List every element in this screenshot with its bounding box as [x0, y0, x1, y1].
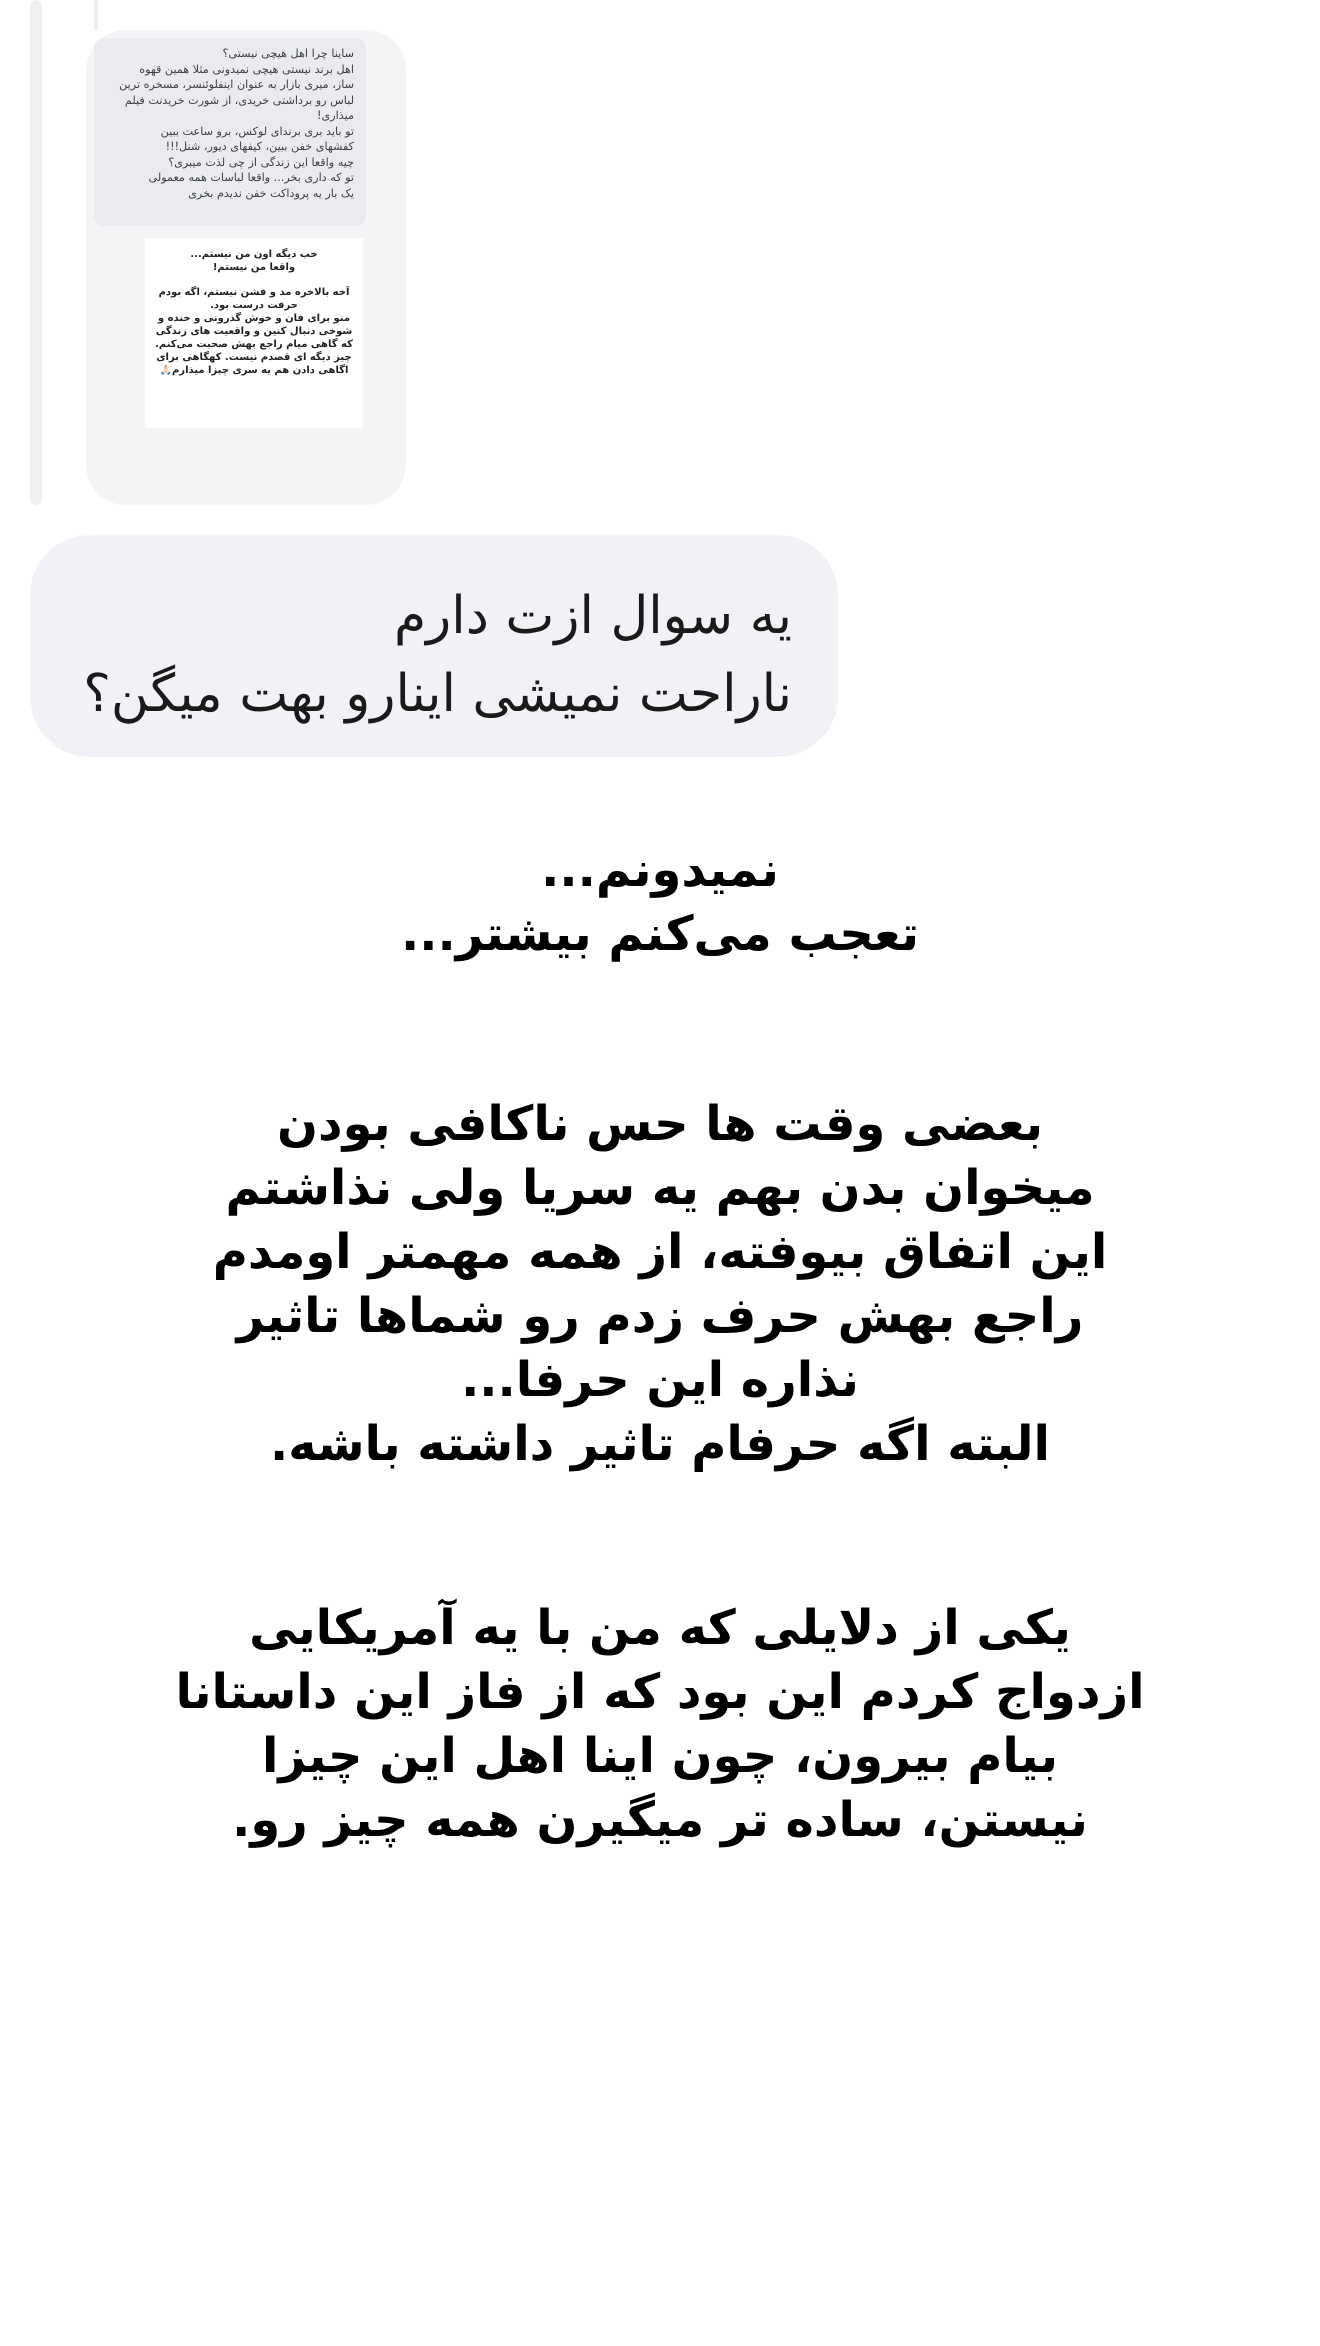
story-line: این اتفاق بیوفته، از همه مهمتر اومدم — [212, 1224, 1108, 1280]
quoted-comment-screenshot — [94, 38, 366, 226]
story-paragraph-3 — [0, 1596, 1320, 1852]
quoted-comment-line: میذاری! — [317, 109, 354, 122]
quoted-comment-line: ساز، میری بازار به عنوان اینفلوئنسر، مسخره ترین — [119, 78, 354, 91]
story-line: یکی از دلایلی که من با یه آمریکایی — [249, 1600, 1071, 1656]
quoted-story-line: اگاهی دادن هم یه سری چیزا میذارم🙏🏻 — [159, 365, 349, 376]
story-line: راجع بهش حرف زدم رو شماها تاثیر — [236, 1288, 1084, 1344]
quoted-story-line: منو برای فان و خوش گذرونی و خنده و — [157, 313, 351, 324]
story-line: تعجب می‌کنم بیشتر... — [401, 906, 919, 962]
direct-message-bubble[interactable] — [30, 535, 838, 757]
quoted-story-spacer — [149, 274, 359, 286]
story-line: نمیدونم... — [541, 842, 779, 898]
quoted-story-line: واقعا من نیستم! — [212, 262, 296, 273]
story-line: ازدواج کردم این بود که از فاز این داستانا — [175, 1664, 1145, 1720]
story-line: نذاره این حرفا... — [461, 1352, 859, 1408]
reply-thread-line — [30, 0, 42, 505]
story-line: البته اگه حرفام تاثیر داشته باشه. — [270, 1416, 1050, 1472]
quoted-comment-line: کفشهای خفن ببین، کیفهای دیور، شنل!!! — [165, 140, 354, 153]
quoted-story-line: آخه بالاخره مد و فشن نیستم، اگه بودم — [158, 287, 350, 298]
story-line: نیستن، ساده تر میگیرن همه چیز رو. — [232, 1792, 1088, 1848]
quoted-comment-line: لباس رو برداشتی خریدی، از شورت خریدنت فیلم — [124, 93, 354, 107]
story-paragraph-2 — [0, 1092, 1320, 1476]
message-line: یه سوال ازت دارم — [393, 586, 792, 646]
story-line: میخوان بدن بهم یه سریا ولی نذاشتم — [225, 1160, 1095, 1216]
quoted-story-line: شوخی دنبال کنین و واقعیت های زندگی — [155, 326, 353, 337]
quoted-story-line: حرفت درست بود. — [210, 300, 298, 311]
quoted-comment-line: ساینا چرا اهل هیچی نیستی؟ — [222, 47, 354, 60]
quoted-comment-line: چیه واقعا این زندگی از چی لذت میبری؟ — [168, 155, 354, 169]
story-line: بعضی وقت ها حس ناکافی بودن — [276, 1096, 1044, 1152]
story-line: بیام بیرون، چون اینا اهل این چیزا — [261, 1728, 1059, 1784]
reply-thread-connector — [94, 0, 98, 30]
quoted-comment-line: تو باید بری برندای لوکس، برو ساعت ببین — [160, 124, 354, 138]
quoted-comment-line: اهل برند نیستی هیچی نمیدونی مثلا همین قهوه — [139, 62, 354, 76]
quoted-story-preview — [145, 238, 363, 428]
quoted-comment-line: یک بار یه پروداکت خفن ندیدم بخری — [188, 186, 354, 200]
story-paragraph-1 — [0, 838, 1320, 966]
quoted-story-line: که گاهی میام راجع بهش صحبت می‌کنم. — [155, 339, 353, 350]
quoted-comment-line: تو که داری بخر... واقعا لباسات همه معمولی — [148, 171, 354, 184]
quoted-story-line: چیز دیگه ای قصدم نیست. کهگاهی برای — [156, 352, 352, 363]
quoted-story-line: خب دیگه اون من نیستم... — [190, 249, 318, 260]
message-line: ناراحت نمیشی اینارو بهت میگن؟ — [83, 664, 792, 724]
